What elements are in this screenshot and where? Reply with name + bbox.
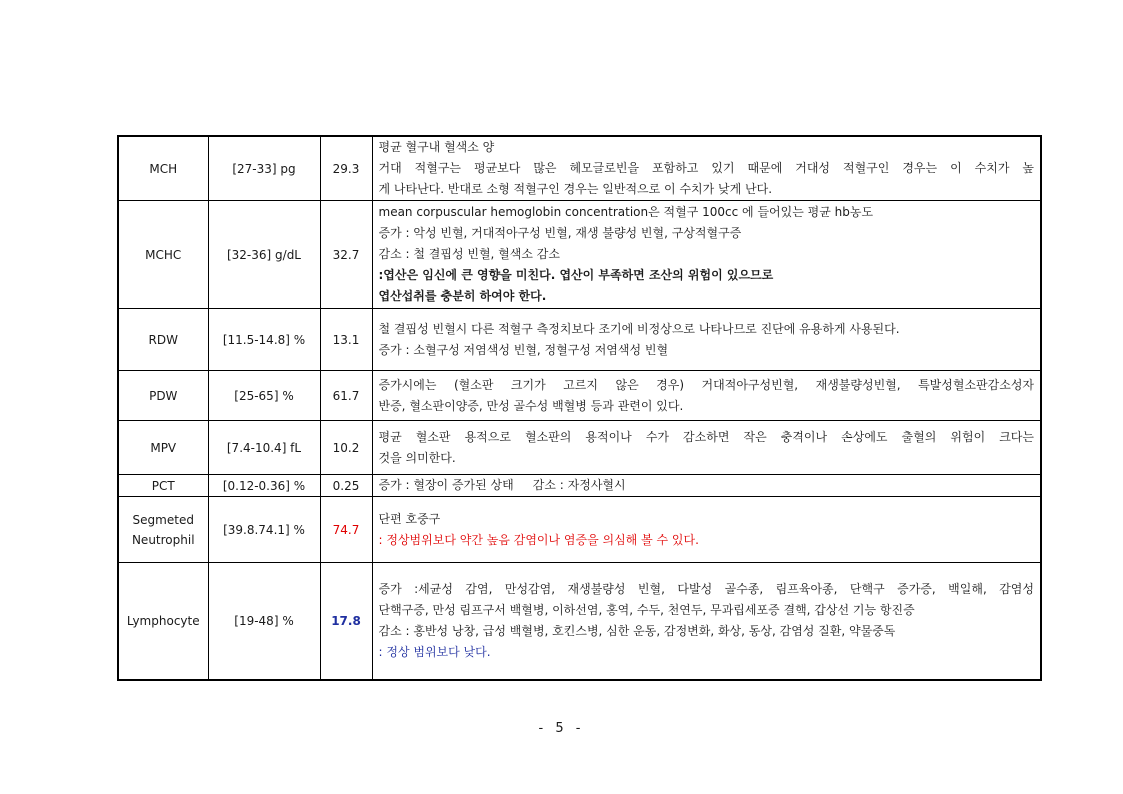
description-line: 평균 혈구내 혈색소 양 [378,140,495,154]
table-row [118,201,1041,309]
test-name: Lymphocyte [126,613,200,628]
description-line: mean corpuscular hemoglobin concentration은 적혈구 100cc 에 들어있는 평균 hb농도 [378,205,874,219]
description-line: 단편 호중구 [378,511,441,526]
test-name-cell [118,371,208,421]
test-name-cell [118,421,208,475]
reference-range: [32-36] g/dL [208,201,320,309]
table-row [118,421,1041,475]
description-line: 철 결핍성 빈혈시 다른 적혈구 측정치보다 조기에 비정상으로 나타나므로 진단에 유용하게 사용된다. [378,321,900,336]
table-row [118,497,1041,563]
description-line: 게 나타난다. 반대로 소형 적혈구인 경우는 일반적으로 이 수치가 낮게 난다. [378,182,773,196]
test-name: PDW [149,388,178,403]
description-cell [372,421,1041,475]
description-cell [372,201,1041,309]
table-row [118,371,1041,421]
result-value: 29.3 [320,136,372,201]
description-line: 단핵구증, 만성 림프구서 백혈병, 이하선염, 홍역, 수두, 천연두, 무과립세포증 결핵, 갑상선 기능 항진증 [378,602,915,617]
description-line: :엽산은 임신에 큰 영향을 미친다. 엽산이 부족하면 조산의 위험이 있으므로 [378,268,774,282]
test-name-cell [118,497,208,563]
reference-range: [0.12-0.36] % [208,475,320,497]
result-value: 0.25 [320,475,372,497]
reference-range: [11.5-14.8] % [208,309,320,371]
description-line: : 정상범위보다 약간 높음 감염이나 염증을 의심해 볼 수 있다. [378,532,699,547]
test-name: PCT [151,478,175,493]
description-cell [372,497,1041,563]
result-value: 13.1 [320,309,372,371]
result-value: 74.7 [320,497,372,563]
test-name-cell [118,309,208,371]
description-line: 엽산섭취를 충분히 하여야 한다. [378,289,547,303]
description-line: 반증, 혈소판이양증, 만성 골수성 백혈병 등과 관련이 있다. [378,398,684,413]
page-number: - 5 - [538,721,585,736]
description-cell [372,475,1041,497]
test-name-cell [118,201,208,309]
test-name: MCH [149,161,178,176]
description-cell [372,371,1041,421]
reference-range: [25-65] % [208,371,320,421]
table-row [118,475,1041,497]
test-name: Neutrophil [131,532,195,547]
table-row [118,563,1041,680]
reference-range: [39.8.74.1] % [208,497,320,563]
description-cell [372,136,1041,201]
description-line: 거대 적혈구는 평균보다 많은 헤모글로빈을 포함하고 있기 때문에 거대성 적혈구인 경우는 이 수치가 높 [378,161,1034,175]
test-name: MPV [150,440,177,455]
description-line: 감소 : 홍반성 낭창, 급성 백혈병, 호킨스병, 심한 운동, 감정변화, 화상, 동상, 감염성 질환, 약물중독 [378,623,896,638]
reference-range: [7.4-10.4] fL [208,421,320,475]
reference-range: [19-48] % [208,563,320,680]
test-name: RDW [148,332,178,347]
description-cell [372,563,1041,680]
reference-range: [27-33] pg [208,136,320,201]
test-name-cell [118,475,208,497]
description-line: : 정상 범위보다 낮다. [378,644,491,659]
test-name-cell [118,136,208,201]
lab-results-table [117,135,1042,681]
test-name: Segmeted [132,512,194,527]
description-line: 것을 의미한다. [378,450,456,465]
description-line: 평균 혈소판 용적으로 혈소판의 용적이나 수가 감소하면 작은 충격이나 손상에도 출혈의 위험이 크다는 [378,429,1034,444]
test-name-cell [118,563,208,680]
result-value: 17.8 [320,563,372,680]
description-line: 증가 :세균성 감염, 만성감염, 재생불량성 빈혈, 다발성 골수종, 림프육아종, 단핵구 증가증, 백일해, 감염성 [378,581,1034,596]
result-value: 32.7 [320,201,372,309]
description-line: 증가시에는 (혈소판 크기가 고르지 않은 경우) 거대적아구성빈혈, 재생불량성빈혈, 특발성혈소판감소성자 [378,377,1034,392]
test-name: MCHC [145,247,182,262]
result-value: 61.7 [320,371,372,421]
table-row [118,309,1041,371]
description-cell [372,309,1041,371]
description-line: 증가 : 소혈구성 저염색성 빈혈, 정혈구성 저염색성 빈혈 [378,342,669,357]
description-line: 감소 : 철 결핍성 빈혈, 혈색소 감소 [378,247,560,261]
result-value: 10.2 [320,421,372,475]
table-row [118,136,1041,201]
description-line: 증가 : 혈장이 증가된 상태 감소 : 자정사혈시 [378,478,626,492]
description-line: 증가 : 악성 빈혈, 거대적아구성 빈혈, 재생 불량성 빈혈, 구상적혈구증 [378,226,742,240]
